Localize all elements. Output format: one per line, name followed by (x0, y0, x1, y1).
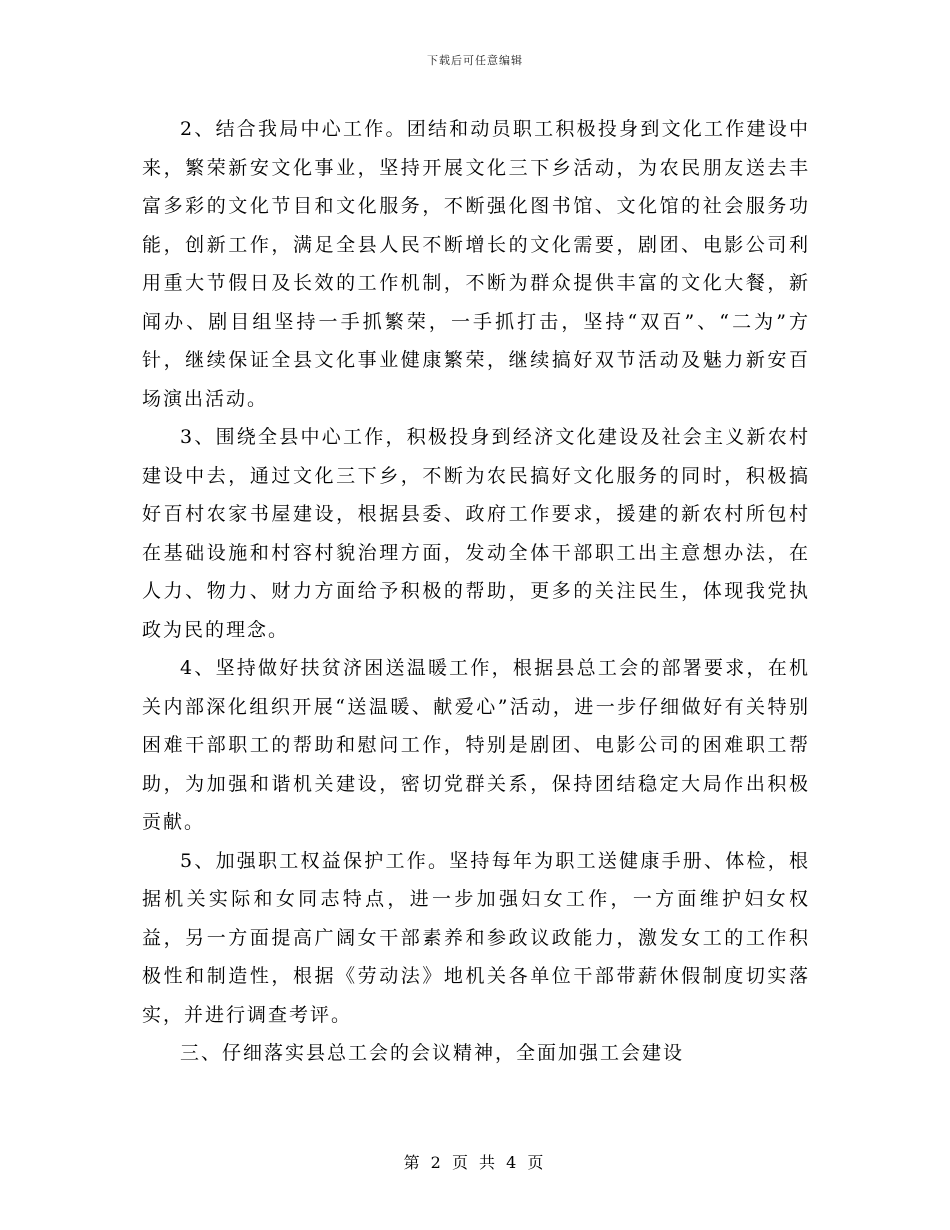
page-number: 第 2 页 共 4 页 (403, 1153, 547, 1172)
paragraph-item-2: 2、结合我局中心工作。团结和动员职工积极投身到文化工作建设中来，繁荣新安文化事业，坚持开展文化三下乡活动，为农民朋友送去丰富多彩的文化节目和文化服务，不断强化图书馆、文化馆的社会服务功能，创新工作，满足全县人民不断增长的文化需要，剧团、电影公司利用重大节假日及长效的工作机制，不断为群众提供丰富的文化大餐，新闻办、剧目组坚持一手抓繁荣，一手抓打击，坚持“双百”、“二为”方针，继续保证全县文化事业健康繁荣，继续搞好双节活动及魅力新安百场演出活动。 (142, 118, 810, 410)
document-body (142, 110, 810, 1073)
paragraph-item-3: 3、围绕全县中心工作，积极投身到经济文化建设及社会主义新农村建设中去，通过文化三下乡，不断为农民搞好文化服务的同时，积极搞好百村农家书屋建设，根据县委、政府工作要求，援建的新农村所包村在基础设施和村容村貌治理方面，发动全体干部职工出主意想办法，在人力、物力、财力方面给予积极的帮助，更多的关注民生，体现我党执政为民的理念。 (142, 426, 810, 641)
paragraph-item-4: 4、坚持做好扶贫济困送温暖工作，根据县总工会的部署要求，在机关内部深化组织开展“送温暖、献爱心”活动，进一步仔细做好有关特别困难干部职工的帮助和慰问工作，特别是剧团、电影公司的困难职工帮助，为加强和谐机关建设，密切党群关系，保持团结稳定大局作出积极贡献。 (142, 657, 810, 833)
paragraph-item-5: 5、加强职工权益保护工作。坚持每年为职工送健康手册、体检，根据机关实际和女同志特点，进一步加强妇女工作，一方面维护妇女权益，另一方面提高广阔女干部素养和参政议政能力，激发女工的工作积极性和制造性，根据《劳动法》地机关各单位干部带薪休假制度切实落实，并进行调查考评。 (142, 849, 810, 1026)
section-heading: 三、仔细落实县总工会的会议精神，全面加强工会建设 (180, 1042, 685, 1064)
page-header: 下载后可任意编辑 (427, 54, 523, 67)
